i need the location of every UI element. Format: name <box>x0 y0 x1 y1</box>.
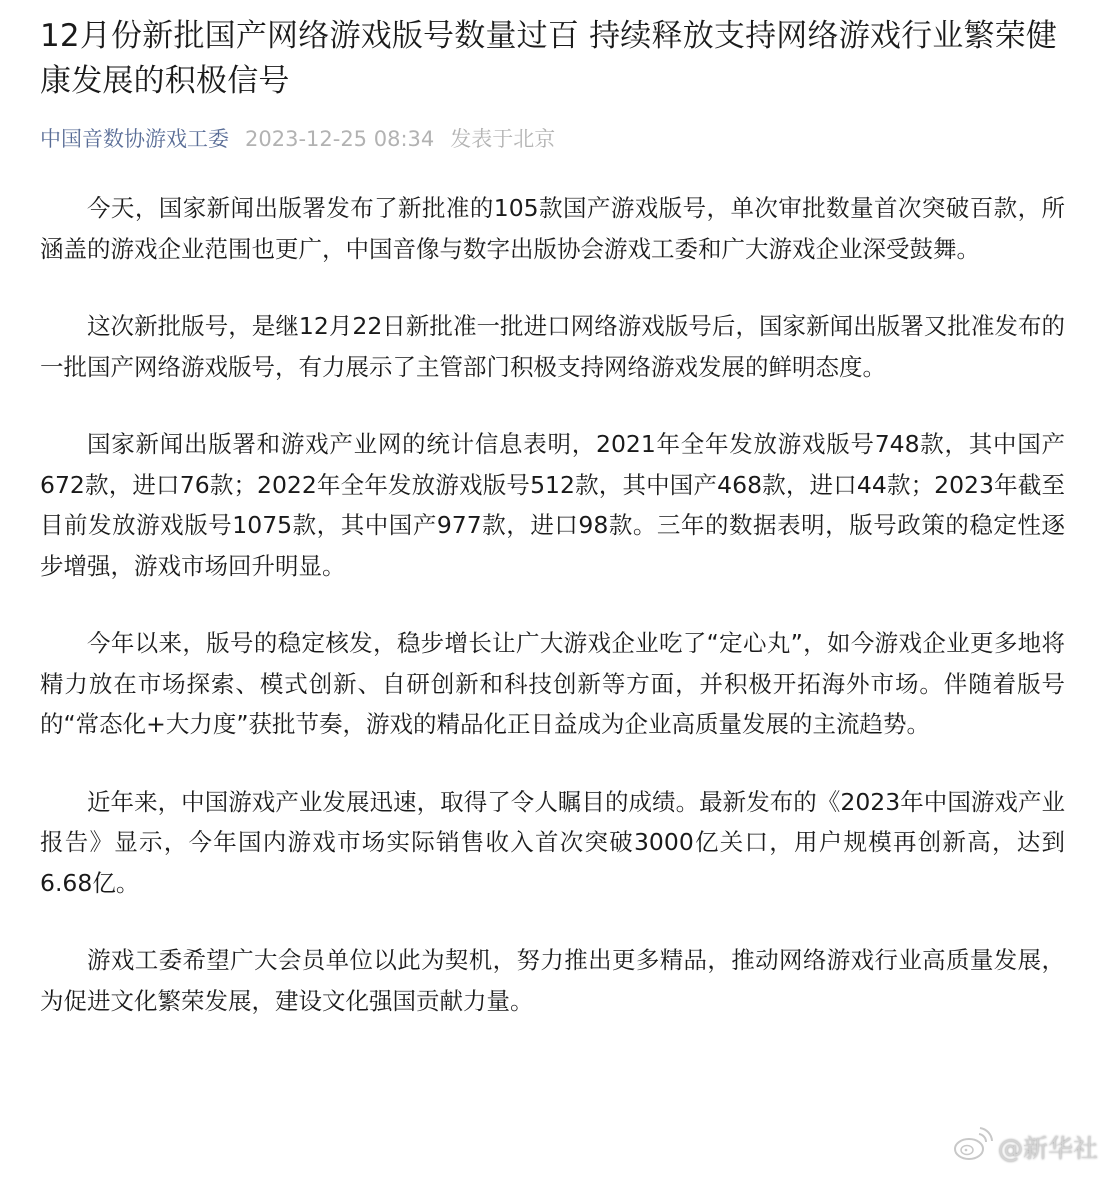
author-link[interactable]: 中国音数协游戏工委 <box>40 127 229 151</box>
weibo-icon <box>952 1126 994 1168</box>
paragraph: 今天，国家新闻出版署发布了新批准的105款国产游戏版号，单次审批数量首次突破百款，所涵盖的游戏企业范围也更广，中国音像与数字出版协会游戏工委和广大游戏企业深受鼓舞。 <box>40 194 1065 263</box>
paragraph: 游戏工委希望广大会员单位以此为契机，努力推出更多精品，推动网络游戏行业高质量发展，为促进文化繁荣发展，建设文化强国贡献力量。 <box>40 946 1065 1015</box>
article-body <box>40 188 1065 1021</box>
article-meta <box>40 124 1065 154</box>
article <box>40 14 1065 1058</box>
paragraph: 今年以来，版号的稳定核发，稳步增长让广大游戏企业吃了“定心丸”，如今游戏企业更多地将精力放在市场探索、模式创新、自研创新和科技创新等方面，并积极开拓海外市场。伴随着版号的“常态化+大力度”获批节奏，游戏的精品化正日益成为企业高质量发展的主流趋势。 <box>40 629 1065 738</box>
publish-date: 2023-12-25 08:34 <box>245 127 435 151</box>
publish-location: 发表于北京 <box>450 127 556 151</box>
article-title: 12月份新批国产网络游戏版号数量过百 持续释放支持网络游戏行业繁荣健康发展的积极信号 <box>40 18 1058 99</box>
paragraph: 这次新批版号，是继12月22日新批准一批进口网络游戏版号后，国家新闻出版署又批准发布的一批国产网络游戏版号，有力展示了主管部门积极支持网络游戏发展的鲜明态度。 <box>40 312 1065 381</box>
watermark <box>952 1126 1098 1168</box>
paragraph: 近年来，中国游戏产业发展迅速，取得了令人瞩目的成绩。最新发布的《2023年中国游戏产业报告》显示，今年国内游戏市场实际销售收入首次突破3000亿关口，用户规模再创新高，达到6.68亿。 <box>40 787 1065 897</box>
watermark-text: @新华社 <box>997 1134 1098 1163</box>
paragraph: 国家新闻出版署和游戏产业网的统计信息表明，2021年全年发放游戏版号748款，其中国产672款，进口76款；2022年全年发放游戏版号512款，其中国产468款，进口44款；2023年截至目前发放游戏版号1075款，其中国产977款，进口98款。三年的数据表明，版号政策的稳定性逐步增强，游戏市场回升明显。 <box>40 430 1065 580</box>
